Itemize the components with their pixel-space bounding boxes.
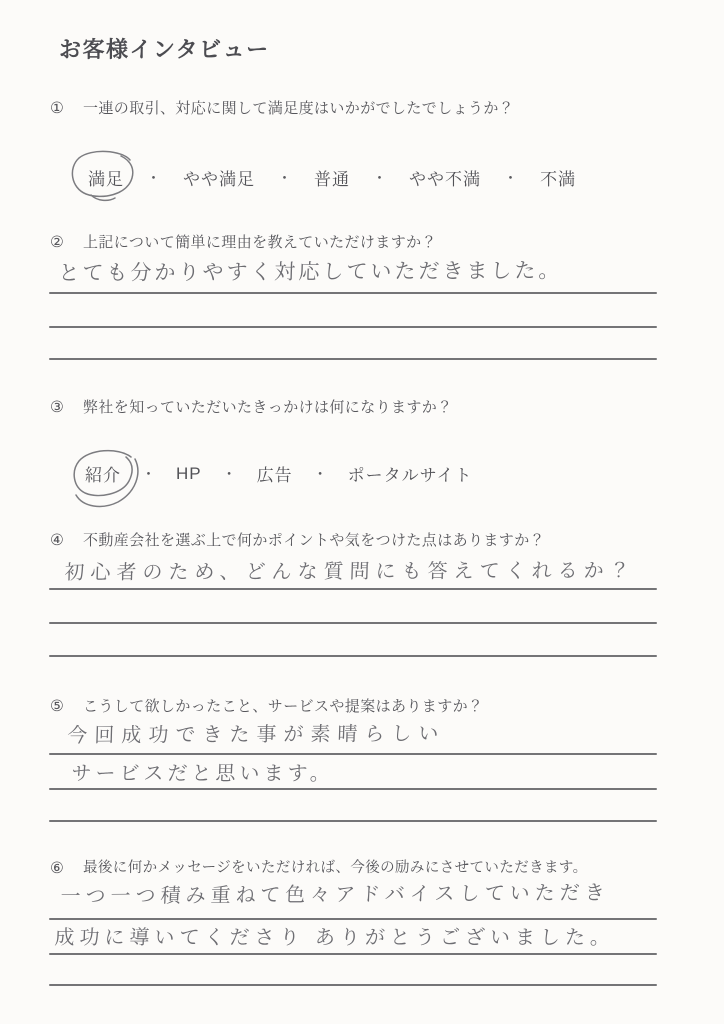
answer-line [49, 358, 657, 360]
question-6-text: 最後に何かメッセージをいただければ、今後の励みにさせていただきます。 [83, 860, 588, 876]
question-5 [50, 697, 483, 716]
question-2-text: 上記について簡単に理由を教えていただけますか？ [83, 234, 437, 251]
option-somewhat-dissatisfied [409, 165, 481, 190]
option-separator: ・ [141, 466, 157, 483]
answer-line [49, 655, 657, 657]
option-label: 満足 [88, 170, 124, 189]
question-4-number: ④ [50, 532, 64, 549]
question-1-number: ① [50, 100, 64, 117]
handwritten-answer-5-line2: サービスだと思います。 [71, 763, 335, 785]
option-portal-site [348, 461, 473, 486]
question-1-text: 一連の取引、対応に関して満足度はいかがでしたでしょうか？ [83, 100, 515, 117]
question-3 [50, 398, 453, 417]
option-neutral [314, 165, 350, 190]
option-hp [176, 464, 202, 484]
answer-line [49, 753, 657, 755]
answer-line [49, 918, 657, 920]
question-1-options [88, 165, 576, 190]
question-2-number: ② [50, 234, 64, 251]
option-label: 紹介 [85, 466, 121, 485]
answer-line [49, 953, 657, 955]
option-somewhat-satisfied [183, 165, 255, 190]
option-dissatisfied [540, 165, 576, 190]
option-separator: ・ [221, 466, 237, 483]
question-1 [50, 99, 514, 118]
option-label: ポータルサイト [347, 466, 473, 485]
question-3-text: 弊社を知っていただいたきっかけは何になりますか？ [83, 399, 453, 416]
answer-line [49, 326, 657, 328]
option-label: HP [176, 463, 202, 483]
question-4-text: 不動産会社を選ぶ上で何かポイントや気をつけた点はありますか？ [83, 532, 546, 549]
answer-line [49, 292, 657, 294]
question-3-options [85, 461, 472, 486]
answer-line [49, 820, 657, 822]
option-label: 広告 [256, 466, 293, 485]
handwritten-answer-2: とても分かりやすく対応していただきました。 [58, 259, 563, 286]
question-2 [50, 233, 437, 252]
question-5-text: こうして欲しかったこと、サービスや提案はありますか？ [83, 698, 484, 715]
option-label: やや不満 [409, 170, 482, 189]
option-label: 不満 [540, 170, 577, 189]
option-referral [85, 461, 121, 486]
question-5-number: ⑤ [50, 698, 64, 715]
option-label: 普通 [314, 170, 351, 189]
handwritten-answer-6-line2: 成功に導いてくださり ありがとうございました。 [54, 927, 616, 949]
option-separator: ・ [372, 170, 388, 187]
option-separator: ・ [277, 170, 293, 187]
question-3-number: ③ [50, 399, 64, 416]
page-title: お客様インタビュー [59, 37, 270, 62]
option-advertisement [257, 461, 293, 486]
option-separator: ・ [312, 466, 328, 483]
handwritten-answer-6-line1: 一つ一つ積み重ねて色々アドバイスしていただき [60, 882, 611, 908]
answer-line [49, 588, 657, 590]
answer-line [49, 622, 657, 624]
option-satisfied [88, 165, 124, 190]
question-6-number: ⑥ [50, 860, 64, 877]
answer-line [49, 788, 657, 790]
question-6 [50, 859, 588, 878]
option-label: やや満足 [183, 170, 256, 189]
handwritten-answer-5-line1: 今回成功できた事が素晴らしい [67, 723, 446, 747]
answer-line [49, 984, 657, 986]
option-separator: ・ [503, 170, 519, 187]
handwritten-answer-4: 初心者のため、どんな質問にも答えてくれるか？ [64, 560, 636, 584]
option-separator: ・ [146, 170, 162, 187]
question-4 [50, 531, 545, 550]
